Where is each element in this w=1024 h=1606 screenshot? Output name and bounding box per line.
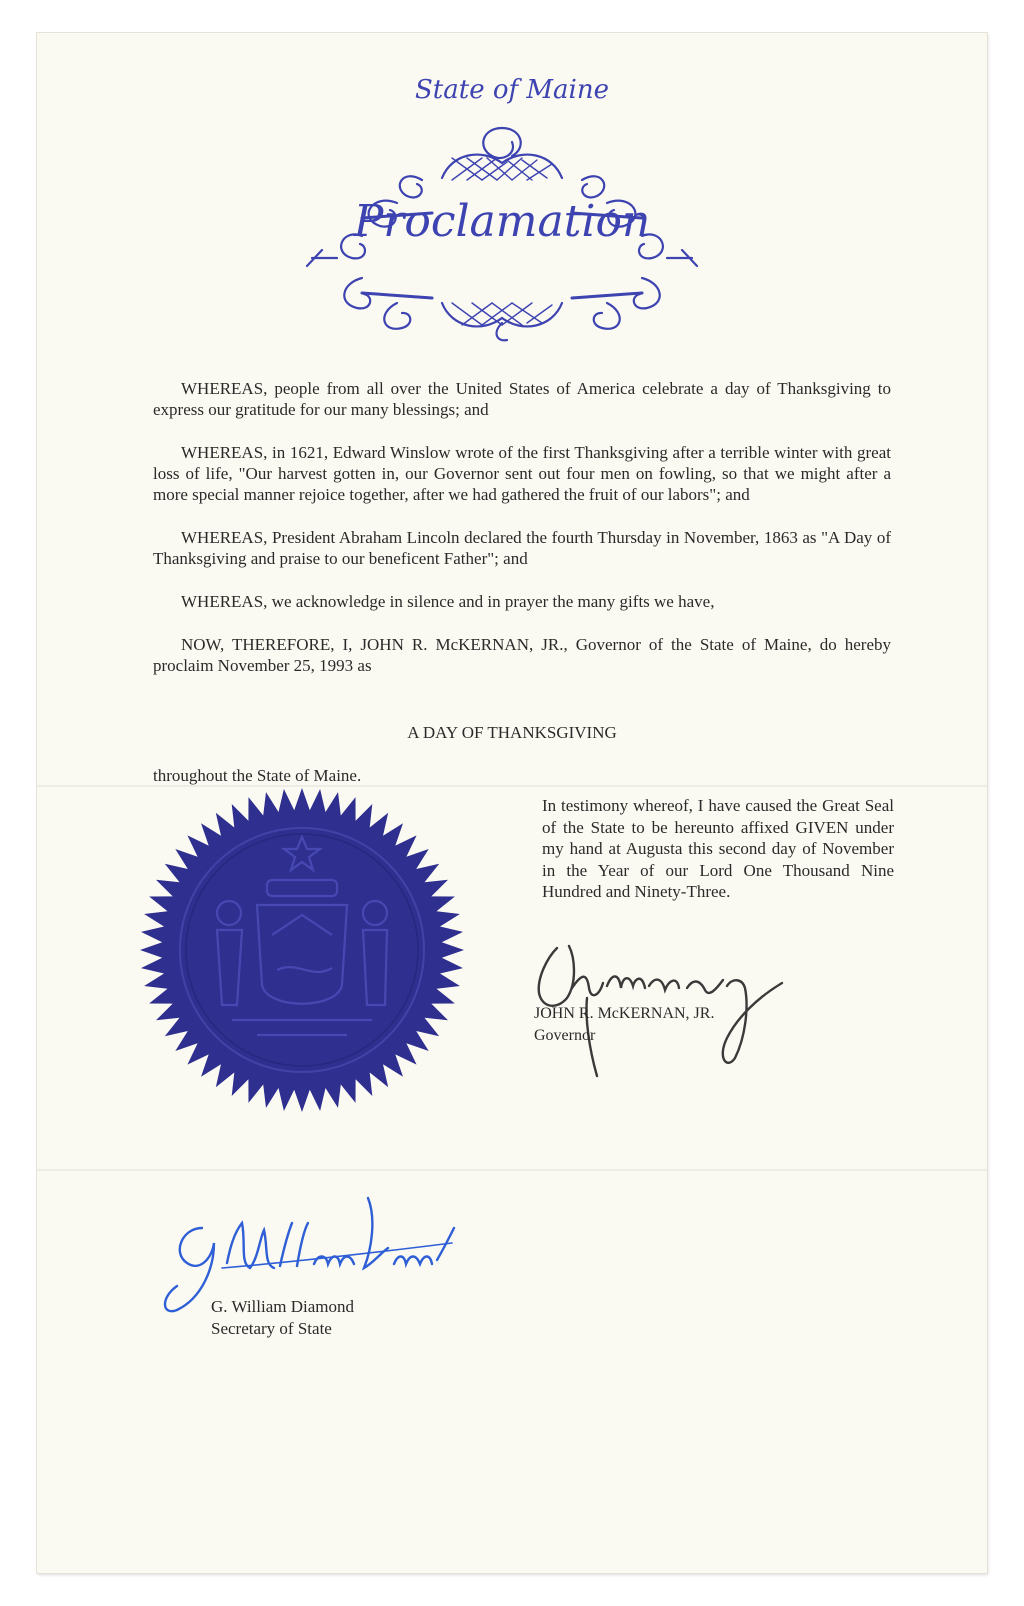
governor-name: JOHN R. McKERNAN, JR. — [534, 1005, 715, 1022]
whereas-paragraph: WHEREAS, in 1621, Edward Winslow wrote of the first Thanksgiving after a terrible winter with great loss of life, "Our harvest gotten in, our Governor sent out four men on fowling, so that we might after a more special manner rejoice together, after we had gathered the fruit of our labors"; and — [153, 443, 891, 504]
secretary-signature — [132, 1168, 472, 1318]
great-seal — [137, 785, 467, 1115]
whereas-paragraph: WHEREAS, President Abraham Lincoln declared the fourth Thursday in November, 1863 as "A Day of Thanksgiving and praise to our beneficent Father"; and — [153, 528, 891, 568]
secretary-name: G. William Diamond — [211, 1297, 355, 1316]
governor-title: Governor — [534, 1027, 596, 1044]
proclamation-ornament — [302, 118, 702, 343]
closing-line: throughout the State of Maine. — [153, 766, 362, 785]
secretary-signature-icon — [132, 1168, 472, 1318]
whereas-paragraph: WHEREAS, we acknowledge in silence and in prayer the many gifts we have, — [181, 592, 715, 611]
proclamation-body — [153, 378, 891, 698]
state-title: State of Maine — [415, 75, 609, 105]
whereas-paragraph: WHEREAS, people from all over the United States of America celebrate a day of Thanksgiving to express our gratitude for our many blessings; and — [153, 379, 891, 419]
testimony-text: In testimony whereof, I have caused the Great Seal of the State to be hereunto affixed GIVEN under my hand at Augusta this second day of November in the Year of our Lord One Thousand Nine Hundred and Ninety-Three. — [542, 796, 894, 901]
seal-emblem-icon — [137, 785, 467, 1115]
secretary-title: Secretary of State — [211, 1319, 332, 1338]
proclamation-sheet — [37, 33, 987, 1573]
proclamation-title: Proclamation — [353, 196, 651, 247]
proclaimed-day-title: A DAY OF THANKSGIVING — [407, 723, 617, 742]
therefore-paragraph: NOW, THEREFORE, I, JOHN R. McKERNAN, JR., Governor of the State of Maine, do hereby proclaim November 25, 1993 as — [153, 635, 891, 675]
